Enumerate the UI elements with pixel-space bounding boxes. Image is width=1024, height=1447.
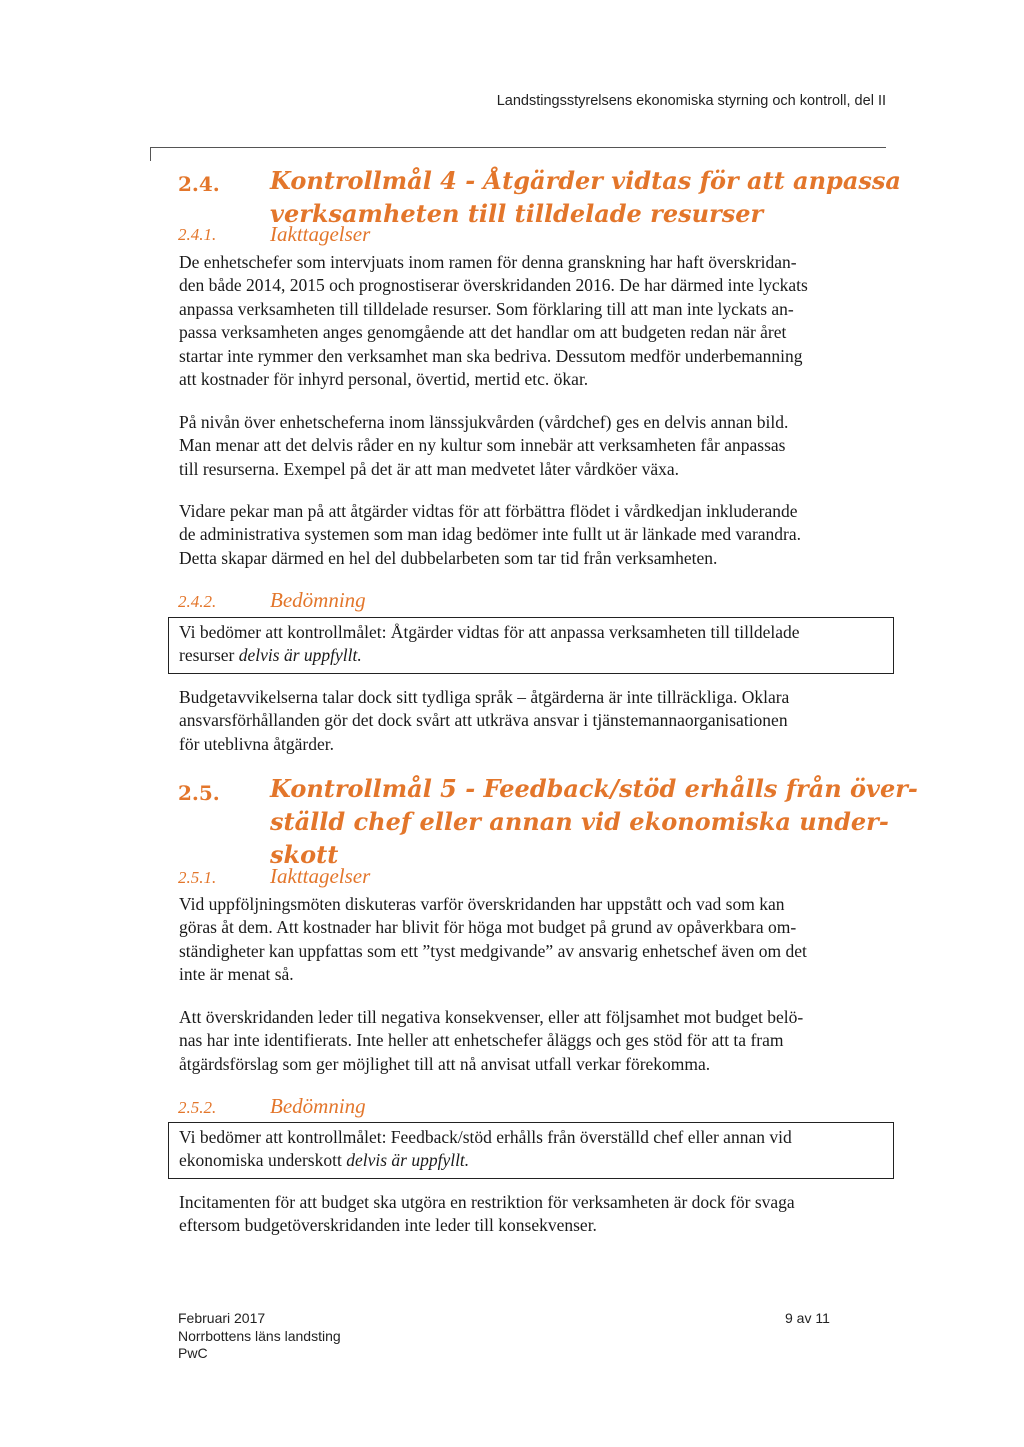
assessment-verdict: delvis är uppfyllt. [238, 645, 362, 666]
text-line [179, 1149, 883, 1172]
text-line: nas har inte identifierats. Inte heller att enhetschefer åläggs och ges stöd för att ta fram [179, 1030, 784, 1051]
section-number: 2.4. [178, 172, 220, 196]
text-line: de administrativa systemen som man idag bedömer inte fullt ut är länkade med varandra. [179, 524, 802, 545]
text-line: att kostnader för inhyrd personal, övertid, mertid etc. ökar. [179, 369, 589, 390]
header-rule-tick [150, 147, 151, 161]
assessment-text: resurser [179, 645, 239, 666]
subsection-number: 2.4.1. [178, 225, 217, 244]
text-line: till resurserna. Exempel på det är att man medvetet låter vårdköer växa. [179, 458, 679, 479]
text-line: inte är menat så. [179, 964, 294, 985]
page-number: 9 av 11 [785, 1310, 830, 1326]
text-line: Budgetavvikelserna talar dock sitt tydliga språk – åtgärderna är inte tillräckliga. Oklara [179, 687, 790, 707]
text-line: passa verksamheten anges genomgående att det handlar om att budgeten redan när året [179, 322, 787, 343]
paragraph [179, 686, 895, 756]
footer-firm: PwC [178, 1345, 208, 1361]
text-line: startar inte rymmer den verksamhet man ska bedriva. Dessutom medför underbemanning [179, 345, 803, 366]
text-line: Vid uppföljningsmöten diskuteras varför överskridanden har uppstått och vad som kan [179, 894, 785, 914]
paragraph [179, 893, 895, 987]
text-line: den både 2014, 2015 och prognostiserar överskridanden 2016. De har därmed inte lyckats [179, 275, 808, 296]
footer-organization: Norrbottens läns landsting [178, 1327, 341, 1344]
text-line: Vi bedömer att kontrollmålet: Feedback/stöd erhålls från överställd chef eller annan vid [179, 1127, 792, 1147]
subsection-title: Iakttagelser [270, 222, 371, 246]
text-line: Detta skapar därmed en hel del dubbelarbeten som tar tid från verksamheten. [179, 547, 718, 568]
footer-date: Februari 2017 [178, 1310, 266, 1326]
text-line: för uteblivna åtgärder. [179, 733, 335, 754]
section-title-line: Kontrollmål 5 - Feedback/stöd erhålls från över- [270, 774, 918, 803]
paragraph [179, 1006, 895, 1076]
text-line: ständigheter kan uppfattas som ett ”tyst medgivande” av ansvarig enhetschef även om det [179, 940, 807, 961]
section-title-line: Kontrollmål 4 - Åtgärder vidtas för att anpassa [270, 166, 901, 195]
paragraph [179, 411, 895, 481]
footer [178, 1310, 341, 1363]
assessment-box [168, 617, 894, 674]
subsection-number: 2.5.1. [178, 868, 217, 887]
assessment-box [168, 1122, 894, 1179]
text-line: åtgärdsförslag som ger möjlighet till att nå anvisat utfall verkar förekomma. [179, 1053, 711, 1074]
text-line: anpassa verksamheten till tilldelade resurser. Som förklaring till att man inte lyckats an- [179, 298, 794, 319]
subsection-number: 2.5.2. [178, 1098, 217, 1117]
assessment-verdict: delvis är uppfyllt. [346, 1150, 470, 1171]
subsection-number: 2.4.2. [178, 592, 217, 611]
text-line: De enhetschefer som intervjuats inom ramen för denna granskning har haft överskridan- [179, 252, 797, 272]
paragraph [179, 500, 895, 570]
section-title-line: ställd chef eller annan vid ekonomiska under- [270, 807, 889, 836]
text-line: Man menar att det delvis råder en ny kultur som innebär att verksamheten får anpassas [179, 435, 786, 456]
text-line [179, 644, 883, 667]
section-number: 2.5. [178, 781, 220, 805]
subsection-title: Bedömning [270, 588, 366, 612]
section-title-line: verksamheten till tilldelade resurser [270, 199, 764, 228]
section-title [270, 164, 901, 230]
running-header: Landstingsstyrelsens ekonomiska styrning och kontroll, del II [496, 93, 886, 109]
text-line: ansvarsförhållanden gör det dock svårt att utkräva ansvar i tjänstemannaorganisationen [179, 710, 788, 731]
text-line: Vi bedömer att kontrollmålet: Åtgärder vidtas för att anpassa verksamheten till tilldelade [179, 622, 800, 642]
text-line: Vidare pekar man på att åtgärder vidtas för att förbättra flödet i vårdkedjan inkluderande [179, 501, 798, 521]
text-line: På nivån över enhetscheferna inom länssjukvården (vårdchef) ges en delvis annan bild. [179, 412, 789, 432]
assessment-text: ekonomiska underskott [179, 1150, 347, 1171]
section-title [270, 772, 918, 871]
subsection-title: Bedömning [270, 1094, 366, 1118]
text-line: eftersom budgetöverskridanden inte leder till konsekvenser. [179, 1215, 597, 1236]
header-rule [150, 147, 886, 148]
text-line: Incitamenten för att budget ska utgöra en restriktion för verksamheten är dock för svaga [179, 1192, 795, 1212]
text-line: Att överskridanden leder till negativa konsekvenser, eller att följsamhet mot budget belö- [179, 1007, 804, 1027]
subsection-title: Iakttagelser [270, 864, 371, 888]
paragraph [179, 251, 895, 391]
paragraph [179, 1191, 895, 1238]
text-line: göras åt dem. Att kostnader har blivit för höga mot budget på grund av opåverkbara om- [179, 917, 797, 938]
section-title-line: skott [270, 840, 339, 869]
